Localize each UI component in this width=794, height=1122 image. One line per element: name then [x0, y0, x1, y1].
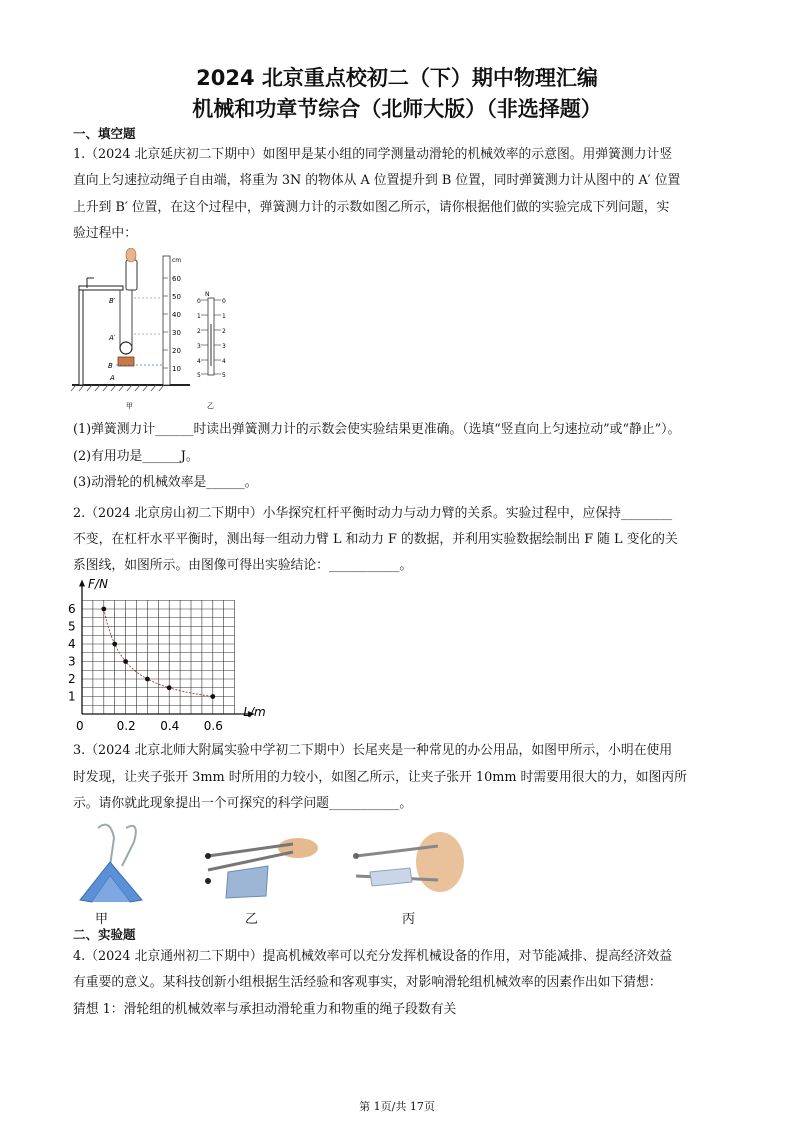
- y-tick-label: 3: [68, 654, 76, 669]
- q2-line: 不变，在杠杆水平平衡时，测出每一组动力臂 L 和动力 F 的数据，并利用实验数据绘制出 F 随 L 变化的关: [73, 532, 678, 547]
- clip-open-3mm-image: [198, 826, 318, 906]
- ruler-tick-label: 20: [172, 347, 181, 355]
- chart-y-label: F/N: [88, 578, 108, 591]
- chart-point: [167, 685, 172, 690]
- q1-figure-scale-dial: [197, 291, 226, 410]
- x-tick-label: 0.4: [160, 719, 180, 733]
- q2-line: 系图线，如图所示。由图像可得出实验结论：___________。: [73, 558, 413, 573]
- ruler-tick-label: 50: [172, 293, 181, 301]
- ruler-tick-label: 10: [172, 365, 181, 373]
- ruler-tick-label: 30: [172, 329, 181, 337]
- document-title-line2: 机械和功章节综合（北师大版）（非选择题）: [192, 97, 602, 121]
- q2-chart: [62, 578, 277, 736]
- q1-line: 验过程中：: [73, 226, 137, 241]
- q1-sub2: (2)有用功是______J。: [73, 449, 199, 464]
- chart-point: [210, 694, 215, 699]
- section-heading-experiment: 二、实验题: [73, 927, 136, 942]
- chart-point: [112, 642, 117, 647]
- y-tick-label: 6: [68, 602, 76, 616]
- ruler-unit: cm: [172, 257, 182, 264]
- stand-arm: [79, 286, 123, 290]
- q1-line: 上升到 B′ 位置，在这个过程中，弹簧测力计的示数如图乙所示，请你根据他们做的实验完成下列问题，实: [73, 200, 670, 215]
- q1-line: 1.（2024 北京延庆初二下期中）如图甲是某小组的同学测量动滑轮的机械效率的示意图。用弹簧测力计竖: [73, 147, 673, 162]
- y-tick-label: 2: [68, 672, 76, 686]
- clip-open-10mm-image: [350, 822, 465, 902]
- spring-scale: [126, 260, 137, 290]
- stand-pole: [79, 288, 83, 385]
- page-footer: 第 1页/共 17页: [359, 1100, 435, 1113]
- label-b: B: [108, 362, 113, 370]
- x-tick-label: 0.6: [203, 719, 223, 733]
- scale-tick-label: 1: [197, 313, 201, 320]
- ruler-tick-label: 60: [172, 275, 181, 283]
- scale-tick-label: 5: [222, 372, 226, 379]
- chart-x-label: L/m: [243, 705, 266, 719]
- binder-clip-image: [70, 820, 150, 912]
- ruler: [163, 256, 170, 385]
- y-tick-label: 1: [68, 689, 76, 704]
- scale-tick-label: 2: [222, 328, 226, 335]
- hand-icon: [126, 248, 136, 262]
- scale-unit: N: [205, 291, 210, 298]
- caption-jia: 甲: [95, 912, 109, 927]
- q1-figure-pulley: [70, 248, 250, 413]
- q2-line: 2.（2024 北京房山初二下期中）小华探究杠杆平衡时动力与动力臂的关系。实验过程中，应保持________: [73, 506, 673, 521]
- scale-tick-label: 1: [222, 313, 226, 320]
- q1-line: 直向上匀速拉动绳子自由端，将重为 3N 的物体从 A 位置提升到 B 位置，同时弹簧测力计从图中的 A′ 位置: [73, 173, 681, 188]
- q1-sub3: (3)动滑轮的机械效率是______。: [73, 475, 258, 490]
- q3-line: 时发现，让夹子张开 3mm 时所用的力较小，如图乙所示，让夹子张开 10mm 时需要用很大的力，如图丙所: [73, 770, 687, 785]
- q4-line: 4.（2024 北京通州初二下期中）提高机械效率可以充分发挥机械设备的作用，对节能减排、提高经济效益: [73, 949, 673, 964]
- q4-line: 有重要的意义。某科技创新小组根据生活经验和客观事实，对影响滑轮组机械效率的因素作出如下猜想：: [73, 975, 662, 990]
- scale-tick-label: 4: [197, 358, 201, 365]
- x-tick-label: 0.2: [116, 719, 136, 733]
- q3-line: 3.（2024 北京北师大附属实验中学初二下期中）长尾夹是一种常见的办公用品，如图甲所示，小明在使用: [73, 743, 673, 758]
- q3-line: 示。请你就此现象提出一个可探究的科学问题___________。: [73, 796, 413, 811]
- chart-point: [101, 607, 106, 612]
- y-axis-arrow: [79, 580, 85, 587]
- scale-tick-label: 0: [197, 298, 201, 305]
- movable-pulley: [120, 342, 132, 354]
- label-a: A: [110, 374, 115, 382]
- scale-tick-label: 3: [222, 343, 226, 350]
- q4-line: 猜想 1：滑轮组的机械效率与承担动滑轮重力和物重的绳子段数有关: [73, 1002, 457, 1017]
- caption-bing: 丙: [402, 912, 416, 927]
- scale-tick-label: 3: [197, 343, 201, 350]
- chart-point: [123, 659, 128, 664]
- q1-sub1: (1)弹簧测力计______时读出弹簧测力计的示数会使实验结果更准确。（选填“竖直向上匀速拉动”或“静止”）。: [73, 422, 681, 437]
- label-b-prime: B′: [109, 297, 116, 305]
- document-title-line1: 2024 北京重点校初二（下）期中物理汇编: [196, 66, 598, 90]
- section-heading-fill-in: 一、填空题: [73, 126, 136, 141]
- scale-tick-label: 5: [197, 372, 201, 379]
- ruler-tick-label: 40: [172, 311, 181, 319]
- caption-yi: 乙: [207, 402, 214, 410]
- label-a-prime: A′: [109, 334, 116, 342]
- chart-point: [145, 677, 150, 682]
- scale-tick-label: 2: [197, 328, 201, 335]
- scale-tick-label: 0: [222, 298, 226, 305]
- scale-tick-label: 4: [222, 358, 226, 365]
- y-tick-label: 4: [68, 637, 76, 651]
- y-tick-label: 5: [68, 619, 76, 634]
- caption-jia: 甲: [126, 402, 133, 410]
- caption-yi: 乙: [245, 912, 259, 927]
- chart-origin-label: 0: [76, 719, 84, 733]
